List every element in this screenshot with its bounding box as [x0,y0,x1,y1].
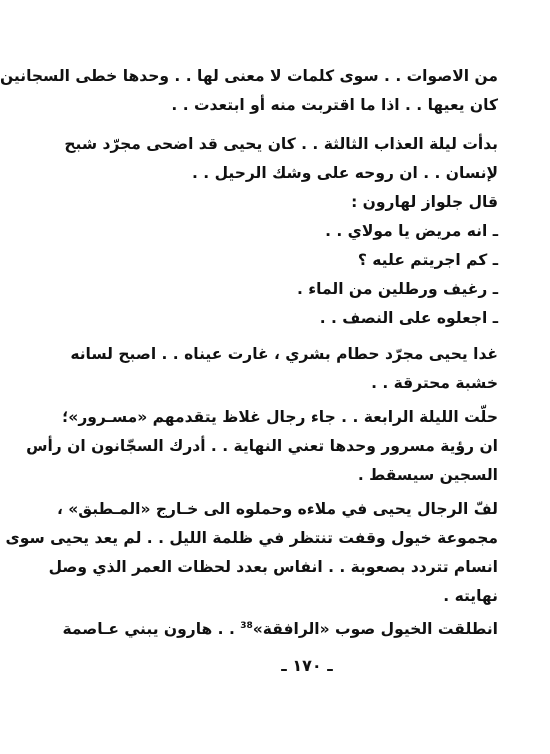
text-line: لإنسان . . ان روحه على وشك الرحيل . . [192,164,498,182]
text-line: مجموعة خيول وقفت تنتظر في ظلمة الليل . . لم يعد يحيى سوى [5,529,498,547]
text-line: غدا يحيى مجرّد حطام بشري ، غارت عيناه . . اصبح لسانه [70,345,498,363]
text-line: ان رؤية مسرور وحدها تعني النهاية . . أدرك السجّانون ان رأس [26,437,498,455]
text-line: قال جلواز لهارون : [351,193,498,211]
dialogue-line: ـ اجعلوه على النصف . . [319,309,498,327]
dialogue-line: ـ انه مريض يا مولاي . . [325,222,498,240]
text-segment: . . هارون يبني عـاصمة [62,620,235,638]
text-line: لفّ الرجال يحيى في ملاءه وحملوه الى خـارج «المـطبق» ، [56,500,498,518]
text-line: السجين سيسقط . [357,466,498,484]
text-line: انسام تتردد بصعوبة . . انفاس بعدد لحظات العمر الذي وصل [48,558,498,576]
page-number: ـ ١٧٠ ـ [281,656,333,675]
text-line: خشبة محترقة . . [371,374,498,392]
text-line: كان يعيها . . اذا ما اقتربت منه أو ابتعدت . . [171,96,498,114]
dialogue-line: ـ رغيف ورطلين من الماء . [296,280,498,298]
text-line: نهايته . [443,587,498,605]
footnote-marker: 38 [240,620,253,631]
text-line [62,616,498,642]
text-line: بدأت ليلة العذاب الثالثة . . كان يحيى قد اضحى مجرّد شبح [64,135,498,153]
text-segment: انطلقت الخيول صوب «الرافقة» [252,620,498,638]
dialogue-line: ـ كم اجريتم عليه ؟ [357,251,498,269]
text-line: حلّت الليلة الرابعة . . جاء رجال غلاظ يتقدمهم «مسـرور»؛ [62,408,498,426]
text-line: من الاصوات . . سوى كلمات لا معنى لها . . وحدها خطى السجانين [0,67,498,85]
